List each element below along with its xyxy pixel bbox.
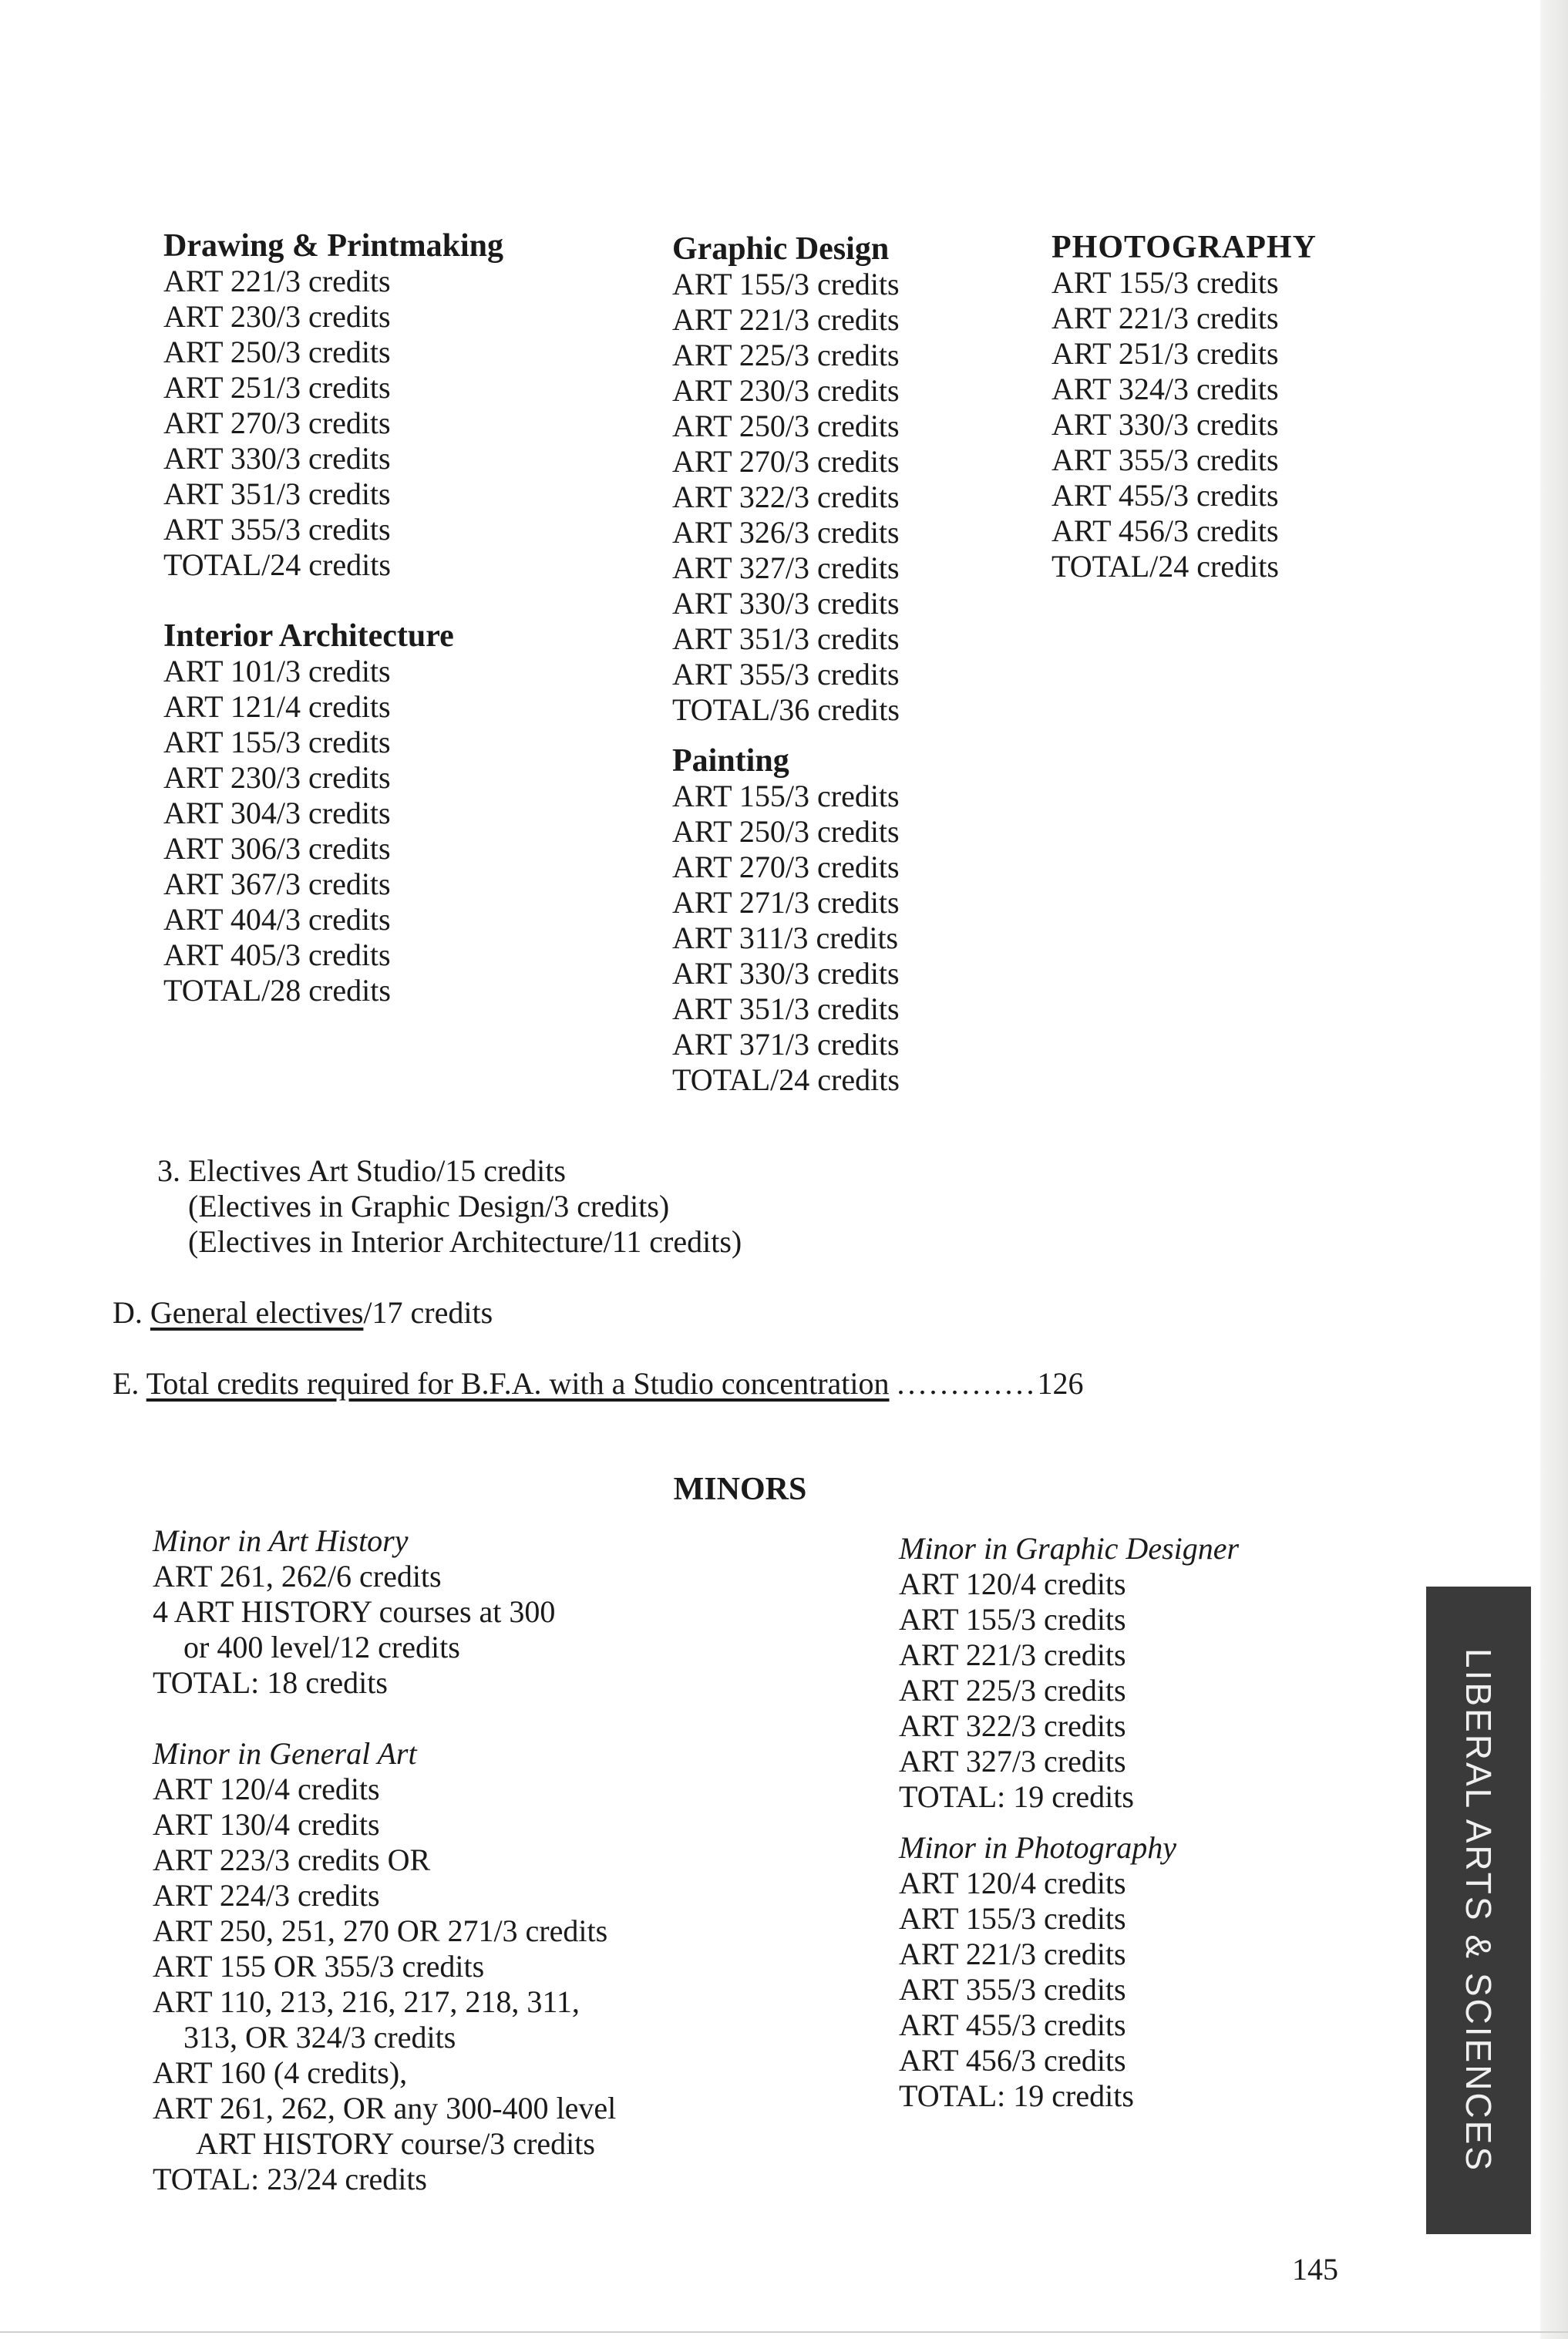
course-line: ART 455/3 credits — [1052, 478, 1279, 513]
side-tab-label: LIBERAL ARTS & SCIENCES — [1459, 1647, 1499, 2173]
total-credits-label: Total credits required for B.F.A. with a Studio concentration — [146, 1366, 890, 1401]
course-line: ART 224/3 credits — [153, 1878, 380, 1913]
course-line: ART 270/3 credits — [672, 444, 900, 479]
course-line: ART 351/3 credits — [163, 476, 391, 511]
course-line: ART 327/3 credits — [899, 1744, 1126, 1779]
course-line: ART 326/3 credits — [672, 515, 900, 550]
general-electives-value: /17 credits — [363, 1295, 493, 1330]
course-line: ART 230/3 credits — [672, 373, 900, 408]
minors-title: MINORS — [673, 1472, 807, 1507]
course-line: ART 330/3 credits — [1052, 407, 1279, 442]
course-line: ART 250, 251, 270 OR 271/3 credits — [153, 1913, 608, 1948]
course-line: ART 455/3 credits — [899, 2008, 1126, 2042]
photography-heading: PHOTOGRAPHY — [1052, 230, 1317, 265]
course-line: ART 155/3 credits — [1052, 265, 1279, 300]
section-side-tab — [1426, 1587, 1531, 2234]
minors-column-right — [899, 1531, 1239, 2114]
spacer — [163, 583, 503, 618]
course-line: ART 250/3 credits — [672, 814, 900, 849]
course-line: ART 261, 262, OR any 300-400 level — [153, 2091, 617, 2125]
minor-graphic-designer-heading: Minor in Graphic Designer — [899, 1531, 1240, 1566]
total-credits-line — [113, 1366, 1084, 1402]
total-line: TOTAL: 19 credits — [899, 1779, 1134, 1814]
course-line: ART 304/3 credits — [163, 796, 391, 830]
course-line: ART 322/3 credits — [899, 1708, 1126, 1743]
course-line: ART 225/3 credits — [899, 1673, 1126, 1708]
total-line: TOTAL: 23/24 credits — [153, 2162, 427, 2196]
total-credits-value: 126 — [1037, 1366, 1084, 1401]
electives-sub-line: (Electives in Interior Architecture/11 credits) — [188, 1224, 742, 1259]
electives-line: 3. Electives Art Studio/15 credits — [157, 1153, 566, 1188]
minor-general-art-heading: Minor in General Art — [153, 1736, 417, 1771]
course-line: ART 221/3 credits — [899, 1937, 1126, 1971]
course-line: ART 250/3 credits — [163, 335, 391, 369]
course-line: ART 250/3 credits — [672, 409, 900, 443]
leader-dots: ............. — [897, 1366, 1038, 1401]
course-line: ART 322/3 credits — [672, 480, 900, 514]
course-line: ART 324/3 credits — [1052, 372, 1279, 406]
minor-photography-heading: Minor in Photography — [899, 1830, 1176, 1865]
interior-heading: Interior Architecture — [163, 618, 454, 654]
course-line: ART 351/3 credits — [672, 621, 900, 656]
course-line: 4 ART HISTORY courses at 300 — [153, 1594, 556, 1629]
course-line: ART 160 (4 credits), — [153, 2055, 408, 2090]
course-line: ART 221/3 credits — [899, 1637, 1126, 1672]
spacer — [899, 1815, 1239, 1830]
course-line: ART 155/3 credits — [672, 779, 900, 813]
course-line: ART 261, 262/6 credits — [153, 1559, 442, 1594]
section-letter: E. — [113, 1366, 140, 1401]
course-line: ART 155/3 credits — [163, 725, 391, 759]
course-line: ART 330/3 credits — [672, 586, 900, 621]
course-line: ART 367/3 credits — [163, 867, 391, 901]
total-line: TOTAL/24 credits — [1052, 549, 1279, 584]
course-line: ART 221/3 credits — [672, 302, 900, 337]
course-line: ART 230/3 credits — [163, 299, 391, 334]
course-line: ART 355/3 credits — [672, 657, 900, 692]
course-line: ART 330/3 credits — [163, 441, 391, 476]
course-line: ART 223/3 credits OR — [153, 1843, 431, 1877]
course-line: ART 456/3 credits — [1052, 513, 1279, 548]
painting-heading: Painting — [672, 743, 789, 779]
total-line: TOTAL/28 credits — [163, 973, 391, 1008]
course-line: ART 121/4 credits — [163, 689, 391, 724]
course-line: ART 270/3 credits — [672, 850, 900, 884]
course-line: ART 327/3 credits — [672, 550, 900, 585]
course-line: ART 101/3 credits — [163, 654, 391, 688]
course-line: ART 405/3 credits — [163, 937, 391, 972]
concentration-column-3 — [1052, 230, 1317, 584]
graphic-design-heading: Graphic Design — [672, 231, 890, 267]
course-line: ART 355/3 credits — [1052, 443, 1279, 477]
course-line: ART 230/3 credits — [163, 760, 391, 795]
course-line: ART 251/3 credits — [1052, 336, 1279, 371]
general-electives-line — [113, 1295, 493, 1331]
course-line: ART 270/3 credits — [163, 406, 391, 440]
course-line: ART 355/3 credits — [163, 512, 391, 547]
course-line: ART 351/3 credits — [672, 991, 900, 1026]
course-line: ART 155 OR 355/3 credits — [153, 1949, 485, 1984]
course-line: ART 371/3 credits — [672, 1027, 900, 1062]
course-line: ART 225/3 credits — [672, 338, 900, 372]
course-line: 313, OR 324/3 credits — [183, 2020, 456, 2055]
total-line: TOTAL: 18 credits — [153, 1665, 388, 1700]
course-line: or 400 level/12 credits — [183, 1630, 460, 1664]
course-line: ART 271/3 credits — [672, 885, 900, 920]
total-line: TOTAL: 19 credits — [899, 2078, 1134, 2113]
course-line: ART 130/4 credits — [153, 1807, 380, 1842]
spacer — [153, 1701, 616, 1736]
total-line: TOTAL/36 credits — [672, 692, 900, 727]
course-line: ART 456/3 credits — [899, 2043, 1126, 2078]
minor-art-history-heading: Minor in Art History — [153, 1523, 409, 1558]
total-line: TOTAL/24 credits — [163, 547, 391, 582]
course-line: ART 355/3 credits — [899, 1972, 1126, 2007]
drawing-heading: Drawing & Printmaking — [163, 228, 503, 264]
course-line: ART 155/3 credits — [672, 267, 900, 301]
page-number: 145 — [1292, 2252, 1338, 2287]
course-line: ART 221/3 credits — [163, 264, 391, 298]
spacer — [672, 728, 900, 743]
course-line: ART 311/3 credits — [672, 920, 899, 955]
electives-block — [157, 1153, 742, 1260]
course-line: ART 404/3 credits — [163, 902, 391, 937]
course-line: ART 306/3 credits — [163, 831, 391, 866]
concentration-column-1 — [163, 228, 503, 1008]
course-line: ART 110, 213, 216, 217, 218, 311, — [153, 1984, 580, 2019]
page-edge-shadow — [1540, 0, 1568, 2339]
course-line: ART HISTORY course/3 credits — [196, 2126, 595, 2161]
course-line: ART 251/3 credits — [163, 370, 391, 405]
concentration-column-2 — [672, 231, 900, 1098]
course-line: ART 120/4 credits — [153, 1772, 380, 1806]
total-line: TOTAL/24 credits — [672, 1062, 900, 1097]
course-line: ART 221/3 credits — [1052, 301, 1279, 335]
minors-column-left — [153, 1523, 616, 2197]
course-line: ART 155/3 credits — [899, 1901, 1126, 1936]
electives-sub-line: (Electives in Graphic Design/3 credits) — [188, 1189, 670, 1223]
general-electives-label: General electives — [150, 1295, 364, 1330]
page-bottom-edge — [0, 2331, 1568, 2333]
course-line: ART 155/3 credits — [899, 1602, 1126, 1637]
course-line: ART 120/4 credits — [899, 1866, 1126, 1900]
section-letter: D. — [113, 1295, 143, 1330]
course-line: ART 120/4 credits — [899, 1567, 1126, 1601]
course-line: ART 330/3 credits — [672, 956, 900, 991]
